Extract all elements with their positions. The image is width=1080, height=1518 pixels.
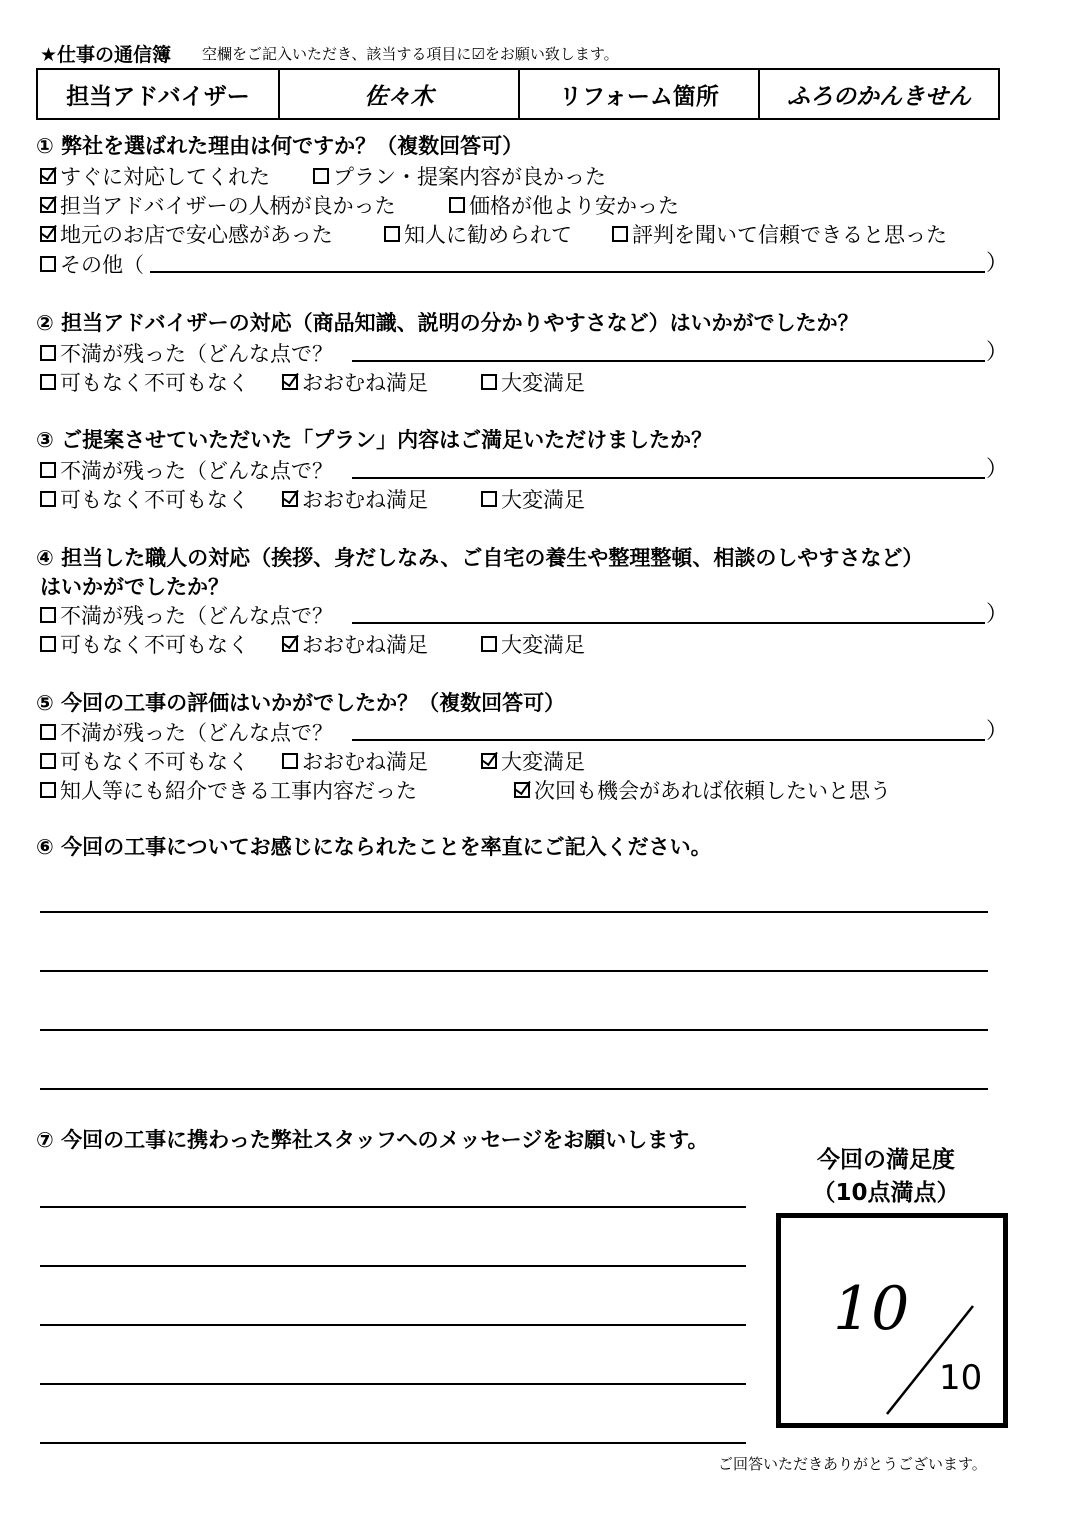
checkbox[interactable] <box>449 197 465 213</box>
checkbox[interactable] <box>40 226 56 242</box>
q4-option[interactable] <box>40 600 333 630</box>
option-label: 知人に勧められて <box>404 223 572 247</box>
form-title: ★仕事の通信簿 <box>40 44 172 66</box>
q1-option[interactable] <box>40 190 396 220</box>
checkbox[interactable] <box>481 491 497 507</box>
q2-option[interactable] <box>481 367 585 397</box>
score-label: 今回の満足度 <box>817 1147 955 1173</box>
checkbox[interactable] <box>40 491 56 507</box>
q4-option[interactable] <box>40 629 249 659</box>
option-label: おおむね満足 <box>302 371 428 395</box>
option-label: 担当アドバイザーの人柄が良かった <box>60 194 396 218</box>
checkbox[interactable] <box>514 782 530 798</box>
checkbox[interactable] <box>481 636 497 652</box>
adviser-value[interactable]: 佐々木 <box>280 70 520 118</box>
checkbox[interactable] <box>40 724 56 740</box>
q3-option[interactable] <box>40 455 333 485</box>
q1-option[interactable] <box>612 219 947 249</box>
q1-option[interactable] <box>40 219 333 249</box>
checkbox[interactable] <box>40 256 56 272</box>
checkbox[interactable] <box>40 636 56 652</box>
q1-option[interactable] <box>313 161 606 191</box>
option-label: 大変満足 <box>501 488 585 512</box>
q5-option[interactable] <box>514 775 891 805</box>
q5-option[interactable] <box>40 775 417 805</box>
close-paren: ） <box>986 602 1009 627</box>
option-label: おおむね満足 <box>302 633 428 657</box>
adviser-label: 担当アドバイザー <box>38 70 280 118</box>
dissatisfied-answer-line[interactable] <box>352 360 985 362</box>
q1-option[interactable] <box>40 161 270 191</box>
q5-option[interactable] <box>40 717 333 747</box>
option-label: 評判を聞いて信頼できると思った <box>632 223 947 247</box>
option-label: 次回も機会があれば依頼したいと思う <box>534 779 891 803</box>
option-label: おおむね満足 <box>302 750 428 774</box>
q2-option[interactable] <box>282 367 428 397</box>
checkbox[interactable] <box>40 168 56 184</box>
checkbox[interactable] <box>282 491 298 507</box>
close-paren: ） <box>986 457 1009 482</box>
q4-option[interactable] <box>282 629 428 659</box>
q2-option[interactable] <box>40 367 249 397</box>
option-label: 可もなく不可もなく <box>60 371 249 395</box>
answer-line[interactable] <box>40 1029 988 1031</box>
q3-option[interactable] <box>282 484 428 514</box>
other-answer-line[interactable] <box>150 271 985 273</box>
q5-option[interactable] <box>481 746 585 776</box>
answer-line[interactable] <box>40 1088 988 1090</box>
q3-option[interactable] <box>481 484 585 514</box>
q4-question-cont: はいかがでしたか？ <box>40 575 229 599</box>
checkbox[interactable] <box>313 168 329 184</box>
checkbox[interactable] <box>40 374 56 390</box>
location-label: リフォーム箇所 <box>520 70 760 118</box>
location-value[interactable]: ふろのかんきせん <box>787 82 971 110</box>
option-label: 可もなく不可もなく <box>60 488 249 512</box>
option-label: 大変満足 <box>501 750 585 774</box>
q1-option[interactable] <box>449 190 679 220</box>
q4-question: ④ 担当した職人の対応（挨拶、身だしなみ、ご自宅の養生や整理整頓、相談のしやすさなど） <box>36 546 924 570</box>
option-label: 可もなく不可もなく <box>60 633 249 657</box>
q1-option[interactable] <box>384 219 572 249</box>
q3-question: ③ ご提案させていただいた「プラン」内容はご満足いただけましたか？ <box>36 428 713 452</box>
info-table <box>36 68 1000 120</box>
checkbox[interactable] <box>481 374 497 390</box>
q2-question: ② 担当アドバイザーの対応（商品知識、説明の分かりやすさなど）はいかがでしたか？ <box>36 311 859 335</box>
option-label: 不満が残った（どんな点で？ <box>60 604 333 628</box>
option-label: 価格が他より安かった <box>469 194 679 218</box>
close-paren: ） <box>986 340 1009 365</box>
form-instruction: 空欄をご記入いただき、該当する項目に☑をお願い致します。 <box>202 45 619 63</box>
option-label: プラン・提案内容が良かった <box>333 165 606 189</box>
option-label: 不満が残った（どんな点で？ <box>60 459 333 483</box>
option-label: 地元のお店で安心感があった <box>60 223 333 247</box>
checkbox[interactable] <box>40 197 56 213</box>
option-label: おおむね満足 <box>302 488 428 512</box>
checkbox[interactable] <box>282 753 298 769</box>
option-label: 不満が残った（どんな点で？ <box>60 721 333 745</box>
checkbox[interactable] <box>40 462 56 478</box>
option-label: 大変満足 <box>501 371 585 395</box>
q5-question: ⑤ 今回の工事の評価はいかがでしたか？（複数回答可） <box>36 691 566 715</box>
q6-question: ⑥ 今回の工事についてお感じになられたことを率直にご記入ください。 <box>36 835 712 859</box>
dissatisfied-answer-line[interactable] <box>352 622 985 624</box>
checkbox[interactable] <box>40 782 56 798</box>
q4-option[interactable] <box>481 629 585 659</box>
dissatisfied-answer-line[interactable] <box>352 477 985 479</box>
score-box[interactable] <box>776 1213 1008 1428</box>
score-sublabel: （10点満点） <box>812 1180 960 1206</box>
close-paren: ） <box>986 251 1009 276</box>
answer-line[interactable] <box>40 1265 746 1267</box>
checkbox[interactable] <box>40 607 56 623</box>
q5-option[interactable] <box>40 746 249 776</box>
close-paren: ） <box>986 719 1009 744</box>
q5-option[interactable] <box>282 746 428 776</box>
answer-line[interactable] <box>40 911 988 913</box>
answer-line[interactable] <box>40 1206 746 1208</box>
q3-option[interactable] <box>40 484 249 514</box>
q1-question: ① 弊社を選ばれた理由は何ですか？（複数回答可） <box>36 134 524 158</box>
checkbox[interactable] <box>40 345 56 361</box>
checkbox[interactable] <box>282 374 298 390</box>
score-value: 10 <box>833 1274 910 1344</box>
option-label: 知人等にも紹介できる工事内容だった <box>60 779 417 803</box>
checkbox[interactable] <box>612 226 628 242</box>
checkbox[interactable] <box>481 753 497 769</box>
answer-line[interactable] <box>40 1324 746 1326</box>
score-max: 10 <box>939 1358 983 1398</box>
q1-option-other[interactable] <box>40 249 144 279</box>
option-label: すぐに対応してくれた <box>60 165 270 189</box>
option-label: 不満が残った（どんな点で？ <box>60 342 333 366</box>
option-label: その他（ <box>60 253 144 277</box>
q7-question: ⑦ 今回の工事に携わった弊社スタッフへのメッセージをお願いします。 <box>36 1128 709 1152</box>
dissatisfied-answer-line[interactable] <box>352 739 985 741</box>
answer-line[interactable] <box>40 970 988 972</box>
answer-line[interactable] <box>40 1442 746 1444</box>
option-label: 可もなく不可もなく <box>60 750 249 774</box>
q2-option[interactable] <box>40 338 333 368</box>
thanks-note: ご回答いただきありがとうございます。 <box>718 1455 987 1473</box>
answer-line[interactable] <box>40 1383 746 1385</box>
checkbox[interactable] <box>384 226 400 242</box>
checkbox[interactable] <box>282 636 298 652</box>
option-label: 大変満足 <box>501 633 585 657</box>
checkbox[interactable] <box>40 753 56 769</box>
